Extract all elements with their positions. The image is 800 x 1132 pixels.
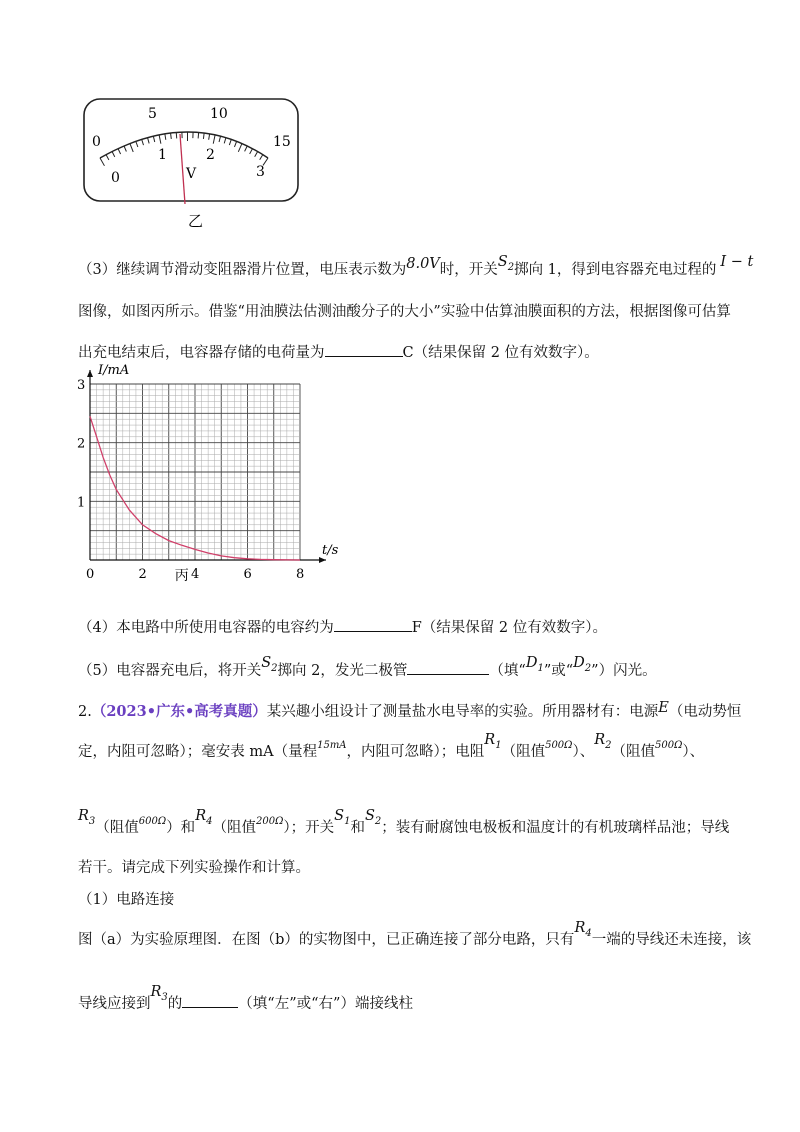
q5-line: （5）电容器充电后，将开关$S_2$掷向 2，发光二极管 （填“$D_1$”或“$D_2$”）闪光。 [78,655,657,679]
scale-tick [153,136,154,142]
symbol-R2: $R_2$ [594,732,612,751]
scale-tick [106,155,109,160]
top-scale-10: 10 [210,106,228,122]
scale-tick [209,134,210,140]
scale-tick [112,152,115,157]
scale-tick [142,139,144,145]
y-tick-label: 3 [77,378,86,393]
y-tick-label: 2 [77,436,86,452]
y-axis-label: I/mA [98,363,130,378]
answer-blank-charge[interactable] [325,342,403,357]
voltmeter-unit: V [186,166,197,182]
scale-tick [213,135,215,144]
problem2-line3: $R_3$（阻值$^{600\Omega}$）和$R_4$（阻值$^{200\Omega}$）；开关$S_1$和$S_2$；装有耐腐蚀电极板和温度计的有机玻璃样品池；导线 [78,808,730,836]
voltmeter-figure [78,96,308,236]
scale-tick [203,133,204,139]
x-tick-label: 4 [191,567,200,582]
problem-source: （2023•广东•高考真题） [91,703,267,720]
q3-line3: 出充电结束后，电容器存储的电荷量为 C（结果保留 2 位有效数字）。 [78,342,599,363]
x-tick-label: 0 [86,567,95,582]
scale-tick [219,136,220,142]
top-scale-15: 15 [273,134,291,150]
scale-tick [118,149,121,154]
problem2-line1: 2.（2023•广东•高考真题）某兴趣小组设计了测量盐水电导率的实验。所用器材有：电源E（电动势恒 [78,700,742,720]
led-d1: $D_1$ [525,655,544,674]
symbol-R3-b: $R_3$ [150,984,168,1003]
scale-tick [124,146,126,152]
bottom-scale-0: 0 [111,170,120,186]
symbol-S2: $S_2$ [364,808,382,827]
answer-blank-led[interactable] [407,660,489,675]
voltage-value: 8.0V [406,256,440,272]
scale-tick [224,138,226,144]
symbol-R4-b: $R_4$ [574,920,592,939]
q4-line: （4）本电路中所使用电容器的电容约为 F（结果保留 2 位有效数字）。 [78,617,607,638]
symbol-S1: $S_1$ [334,808,351,827]
y-tick-label: 1 [77,495,86,511]
bottom-scale-2: 2 [206,147,215,163]
subquestion-1-title: （1）电路连接 [78,892,175,908]
range-value: 15mA [317,740,347,751]
problem-number: 2. [78,704,92,720]
x-tick-label: 6 [243,567,252,582]
scale-tick [238,144,242,152]
scale-tick [100,158,104,166]
scale-tick [260,155,263,160]
scale-tick [148,138,150,144]
problem2-line4: 若干。请完成下列实验操作和计算。 [78,860,310,876]
symbol-R3: $R_3$ [78,808,96,827]
switch-s2: $S_2$ [497,254,515,273]
q3-line1: （3）继续调节滑动变阻器滑片位置，电压表示数为8.0V时，开关$S_2$掷向 1，得到电容器充电过程的 I − t [78,254,754,278]
symbol-R4: $R_4$ [195,808,213,827]
scale-tick [136,141,138,147]
x-axis-label: t/s [322,543,339,558]
led-d2: $D_2$ [573,655,592,674]
top-scale-5: 5 [148,106,157,122]
top-scale-0: 0 [92,134,101,150]
scale-tick [255,152,258,157]
problem2-line2: 定，内阻可忽略）；毫安表 mA（量程$^{15mA}$，内阻可忽略）；电阻$R_1$（阻值$^{500\Omega}$）、$R_2$（阻值$^{500\Omega}$）、 [78,732,705,760]
scale-tick [159,135,161,144]
problem2-line6: 导线应接到$R_3$的 （填“左”或“右”）端接线柱 [78,984,413,1012]
answer-blank-terminal[interactable] [182,993,238,1008]
symbol-R1: $R_1$ [484,732,502,751]
figure-label-yi: 乙 [188,212,204,230]
voltmeter-needle [180,134,185,204]
voltmeter-scale-ticks [100,132,268,166]
answer-blank-capacitance[interactable] [334,617,412,632]
scale-tick [234,141,236,147]
scale-tick [171,133,172,139]
scale-tick [250,149,253,154]
bottom-scale-3: 3 [256,164,265,180]
chart-caption-bing: 丙 [174,568,189,584]
x-tick-label: 2 [138,567,147,582]
scale-tick [245,146,248,151]
bottom-scale-1: 1 [158,147,167,163]
scale-tick [165,134,166,140]
graph-label: I − t [720,254,754,270]
switch-s2-q5: $S_2$ [261,655,278,674]
y-axis-arrow [87,370,93,377]
q3-line2: 图像，如图丙所示。借鉴“用油膜法估测油酸分子的大小”实验中估算油膜面积的方法，根据图像可估算 [78,304,731,320]
problem2-line5: 图（a）为实验原理图．在图（b）的实物图中，已正确连接了部分电路，只有$R_4$一端的导线还未连接，该 [78,920,752,948]
x-tick-label: 8 [296,567,305,582]
symbol-E: E [658,700,669,716]
scale-tick [229,139,231,145]
current-time-chart [74,362,344,592]
scale-tick [130,144,133,152]
